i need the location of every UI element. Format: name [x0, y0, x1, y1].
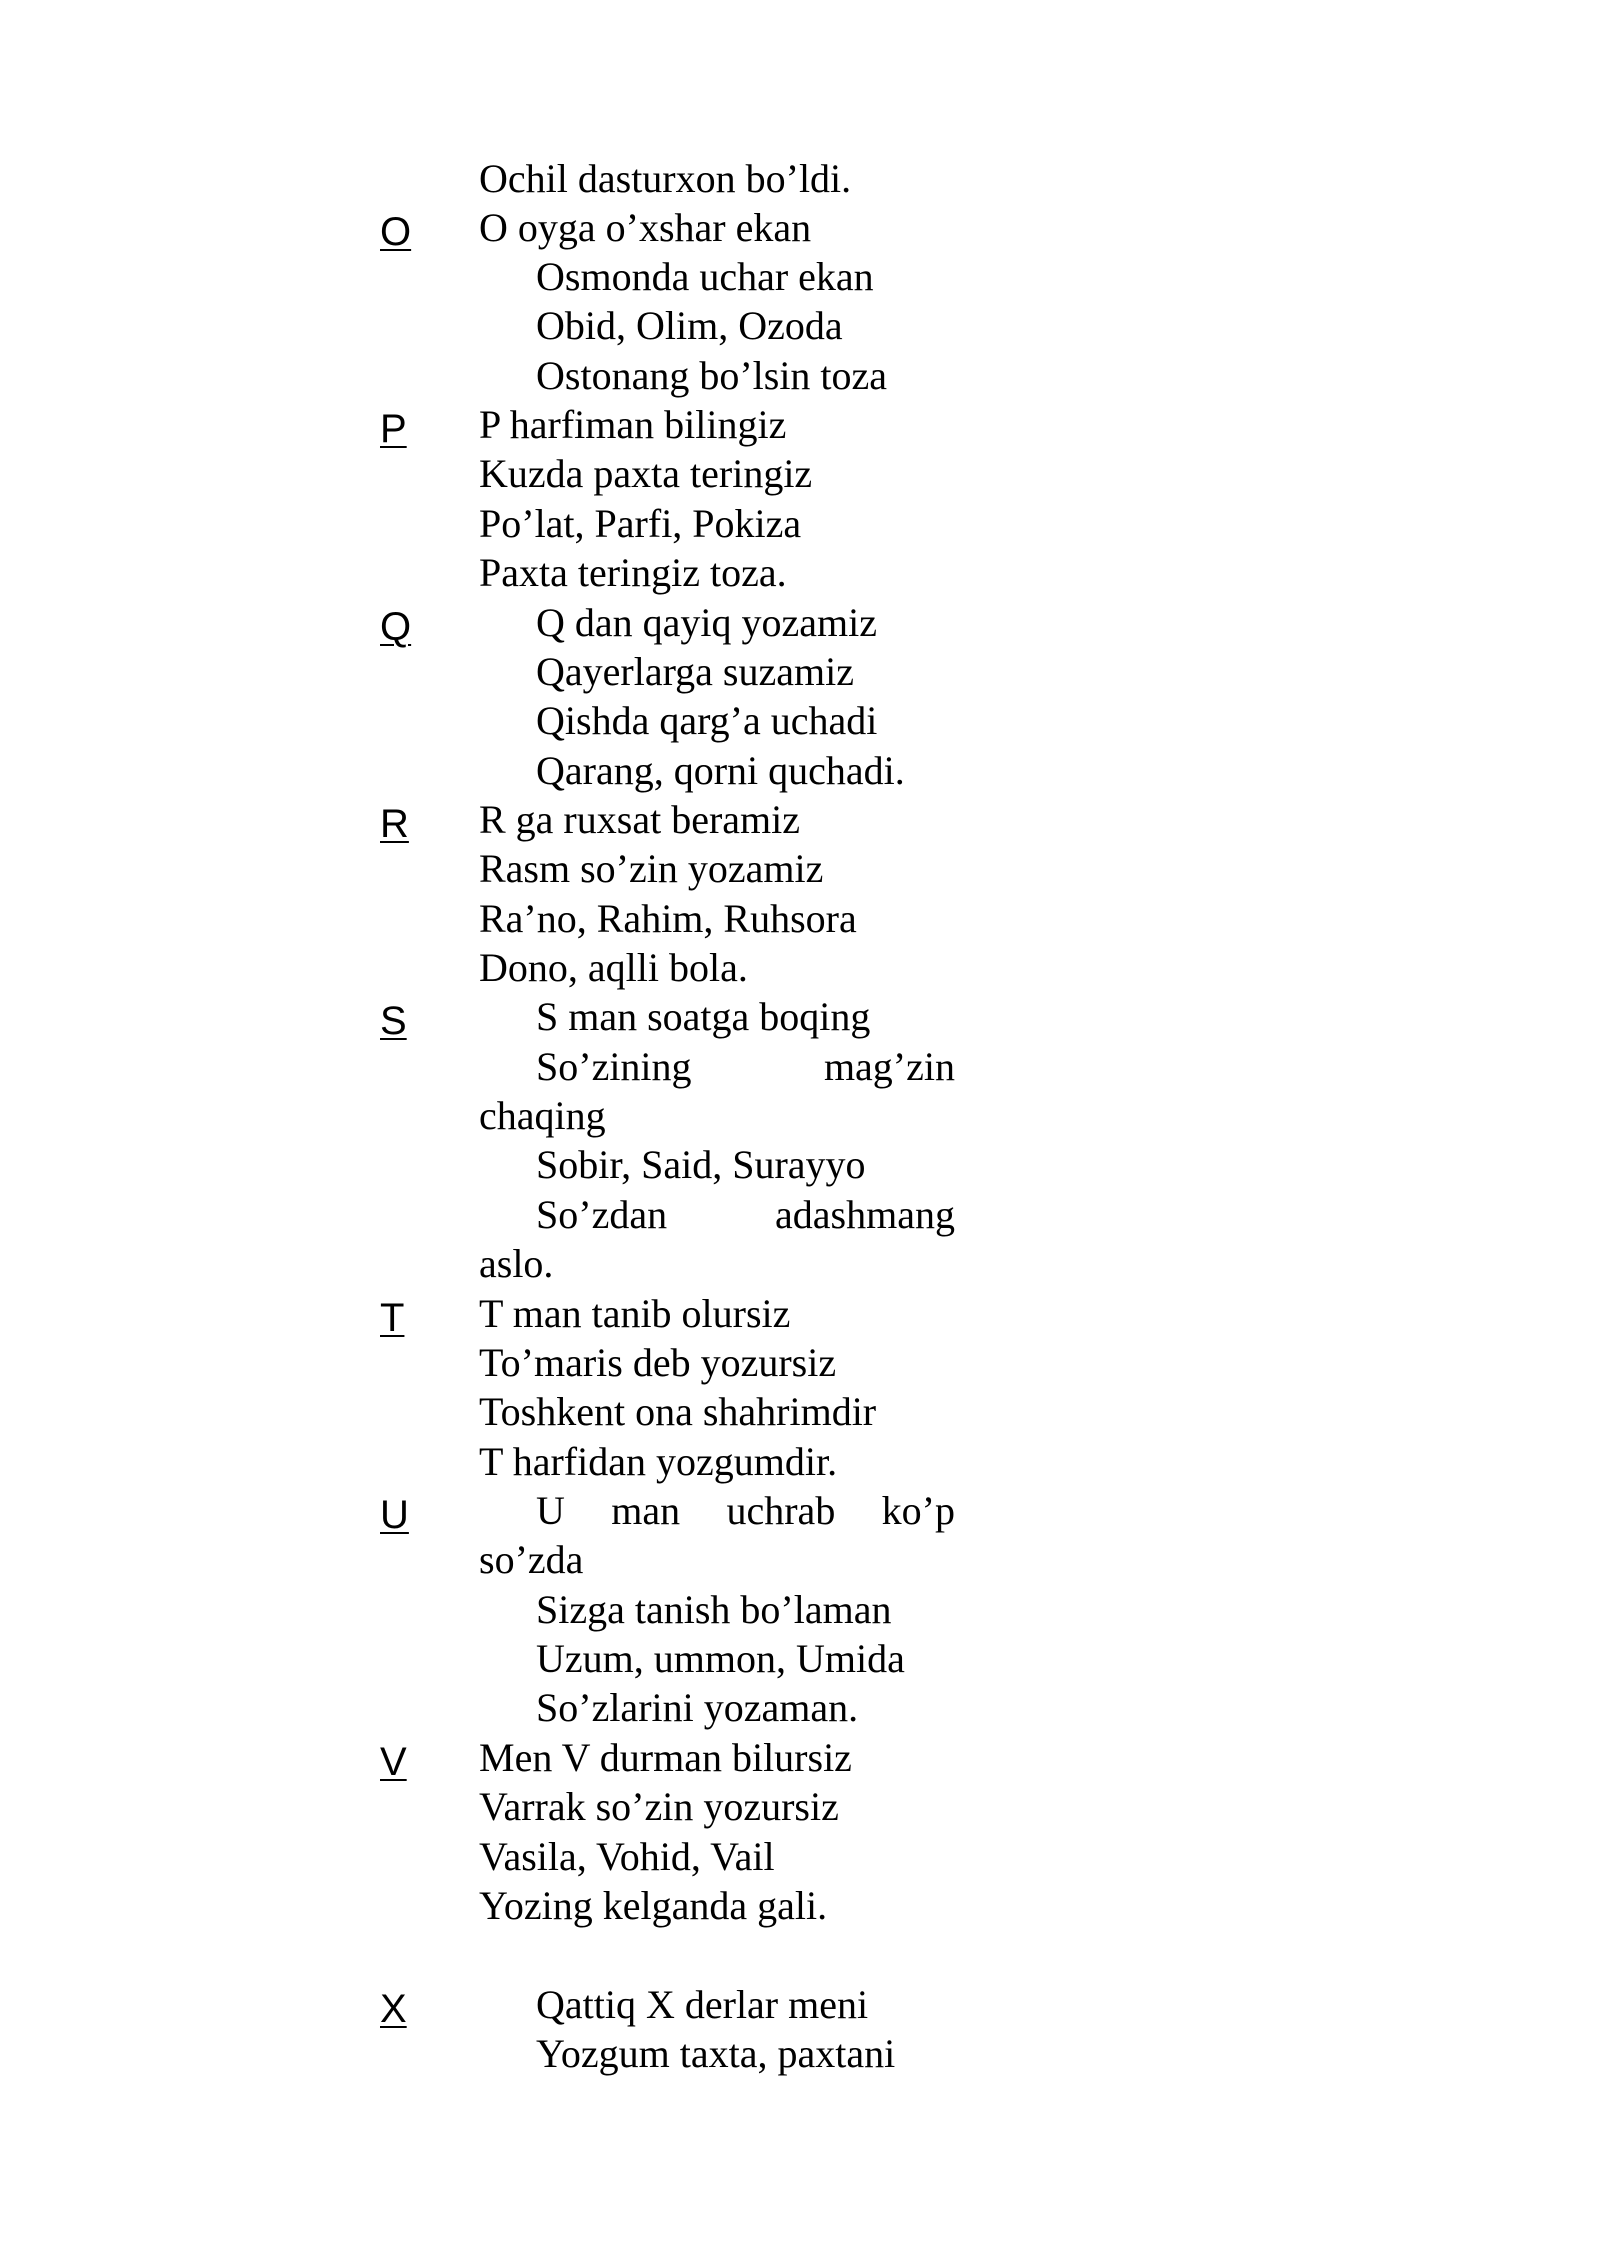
poem-line: T harfidan yozgumdir. — [479, 1439, 838, 1484]
poem-line: P harfiman bilingiz — [479, 402, 787, 447]
poem-word: U — [536, 1488, 565, 1533]
letter-heading-u: U — [380, 1493, 409, 1537]
poem-line-justified — [536, 1042, 955, 1091]
poem-line: Men V durman bilursiz — [479, 1735, 852, 1780]
poem-line: Uzum, ummon, Umida — [536, 1636, 905, 1681]
letter-heading-s: S — [380, 999, 407, 1043]
letter-heading-x: X — [380, 1987, 407, 2031]
letter-heading-r: R — [380, 802, 409, 846]
poem-line-justified — [536, 1486, 955, 1535]
poem-line: T man tanib olursiz — [479, 1291, 791, 1336]
poem-line: Paxta teringiz toza. — [479, 550, 787, 595]
poem-line: Toshkent ona shahrimdir — [479, 1389, 877, 1434]
poem-word: uchrab — [726, 1488, 836, 1533]
letter-heading-q: Q — [380, 605, 412, 649]
poem-word: mag’zin — [823, 1044, 955, 1089]
poem-line: Po’lat, Parfi, Pokiza — [479, 501, 802, 546]
poem-line: Q dan qayiq yozamiz — [536, 600, 877, 645]
poem-line: Dono, aqlli bola. — [479, 945, 748, 990]
letter-heading-v: V — [380, 1740, 407, 1784]
poem-line: Ra’no, Rahim, Ruhsora — [479, 896, 857, 941]
poem-line: Ochil dasturxon bo’ldi. — [479, 156, 852, 201]
poem-line: Yozgum taxta, paxtani — [536, 2031, 896, 2076]
poem-line: Kuzda paxta teringiz — [479, 451, 813, 496]
poem-word: So’zdan — [536, 1192, 668, 1237]
poem-word: So’zining — [536, 1044, 692, 1089]
poem-line: Rasm so’zin yozamiz — [479, 846, 824, 891]
poem-line: Qarang, qorni quchadi. — [536, 748, 905, 793]
poem-word: man — [611, 1488, 681, 1533]
poem-line: Varrak so’zin yozursiz — [479, 1784, 839, 1829]
poem-line-continuation: chaqing — [479, 1093, 606, 1138]
poem-line: To’maris deb yozursiz — [479, 1340, 837, 1385]
poem-line: Sizga tanish bo’laman — [536, 1587, 892, 1632]
poem-line: Vasila, Vohid, Vail — [479, 1834, 775, 1879]
poem-line-continuation: so’zda — [479, 1537, 584, 1582]
poem-line: Osmonda uchar ekan — [536, 254, 874, 299]
poem-line: R ga ruxsat beramiz — [479, 797, 800, 842]
poem-line: Qayerlarga suzamiz — [536, 649, 854, 694]
poem-line: Obid, Olim, Ozoda — [536, 303, 843, 348]
poem-line: Yozing kelganda gali. — [479, 1883, 828, 1928]
poem-line: Ostonang bo’lsin toza — [536, 353, 888, 398]
poem-word: ko’p — [881, 1488, 955, 1533]
poem-line: So’zlarini yozaman. — [536, 1685, 859, 1730]
letter-heading-p: P — [380, 407, 407, 451]
poem-line: O oyga o’xshar ekan — [479, 205, 812, 250]
poem-line: Sobir, Said, Surayyo — [536, 1142, 866, 1187]
poem-line: S man soatga boqing — [536, 994, 871, 1039]
poem-line: Qattiq X derlar meni — [536, 1982, 869, 2027]
poem-word: adashmang — [775, 1192, 955, 1237]
poem-line-justified — [536, 1190, 955, 1239]
letter-heading-t: T — [380, 1296, 405, 1340]
poem-line-continuation: aslo. — [479, 1241, 554, 1286]
poem-line: Qishda qarg’a uchadi — [536, 698, 878, 743]
letter-heading-o: O — [380, 210, 412, 254]
